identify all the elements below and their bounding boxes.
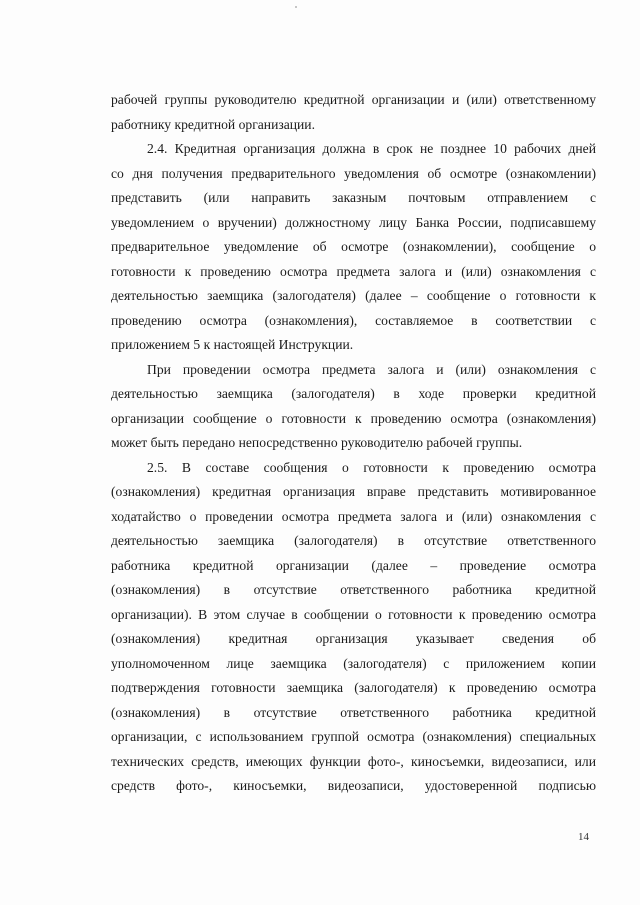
text-line: деятельностью заемщика (залогодателя) (далее – сообщение о готовности к — [111, 288, 596, 303]
document-body — [111, 88, 596, 799]
text-line: приложением 5 к настоящей Инструкции. — [111, 337, 354, 352]
text-line: (ознакомления) в отсутствие ответственного работника кредитной — [111, 704, 596, 720]
text-line: готовности к проведению осмотра предмета залога и (или) ознакомления с — [111, 263, 596, 279]
text-line: представить (или направить заказным почтовым отправлением с — [111, 190, 596, 205]
scan-mark — [295, 6, 297, 8]
text-line: работнику кредитной организации. — [111, 116, 315, 132]
text-line: (ознакомления) кредитная организация указывает сведения об — [111, 631, 596, 646]
section-2-5-line: 2.5. В составе сообщения о готовности к проведению осмотра — [147, 459, 596, 475]
text-line: ходатайство о проведении осмотра предмета залога и (или) ознакомления с — [111, 508, 596, 524]
paragraph-start-line: При проведении осмотра предмета залога и (или) ознакомления с — [147, 361, 596, 377]
text-line: со дня получения предварительного уведомления об осмотре (ознакомлении) — [111, 165, 596, 181]
text-line: проведению осмотра (ознакомления), составляемое в соответствии с — [111, 312, 596, 328]
text-line: деятельностью заемщика (залогодателя) в отсутствие ответственного — [111, 533, 596, 548]
section-2-4-line: 2.4. Кредитная организация должна в срок не позднее 10 рабочих дней — [147, 141, 596, 156]
text-line: организации, с использованием группой осмотра (ознакомления) специальных — [111, 729, 596, 744]
text-line: работника кредитной организации (далее – проведение осмотра — [111, 557, 596, 573]
page-number: 14 — [578, 831, 589, 843]
text-line: деятельностью заемщика (залогодателя) в ходе проверки кредитной — [111, 386, 596, 401]
text-line: (ознакомления) кредитная организация вправе представить мотивированное — [111, 484, 596, 499]
text-line: организации сообщение о готовности к проведению осмотра (ознакомления) — [111, 410, 596, 426]
text-line: рабочей группы руководителю кредитной организации и (или) ответственному — [111, 92, 596, 107]
text-line: технических средств, имеющих функции фото-, киносъемки, видеозаписи, или — [111, 753, 596, 769]
text-line: уведомлением о вручении) должностному лицу Банка России, подписавшему — [111, 214, 596, 230]
text-line: (ознакомления) в отсутствие ответственного работника кредитной — [111, 582, 596, 597]
text-line: предварительное уведомление об осмотре (ознакомлении), сообщение о — [111, 239, 596, 254]
text-line: организации). В этом случае в сообщении о готовности к проведению осмотра — [111, 606, 596, 622]
text-line: уполномоченном лице заемщика (залогодателя) с приложением копии — [111, 655, 596, 671]
text-line: может быть передано непосредственно руководителю рабочей группы. — [111, 435, 523, 450]
text-line: подтверждения готовности заемщика (залогодателя) к проведению осмотра — [111, 680, 596, 695]
text-line: средств фото-, киносъемки, видеозаписи, удостоверенной подписью — [111, 778, 596, 793]
